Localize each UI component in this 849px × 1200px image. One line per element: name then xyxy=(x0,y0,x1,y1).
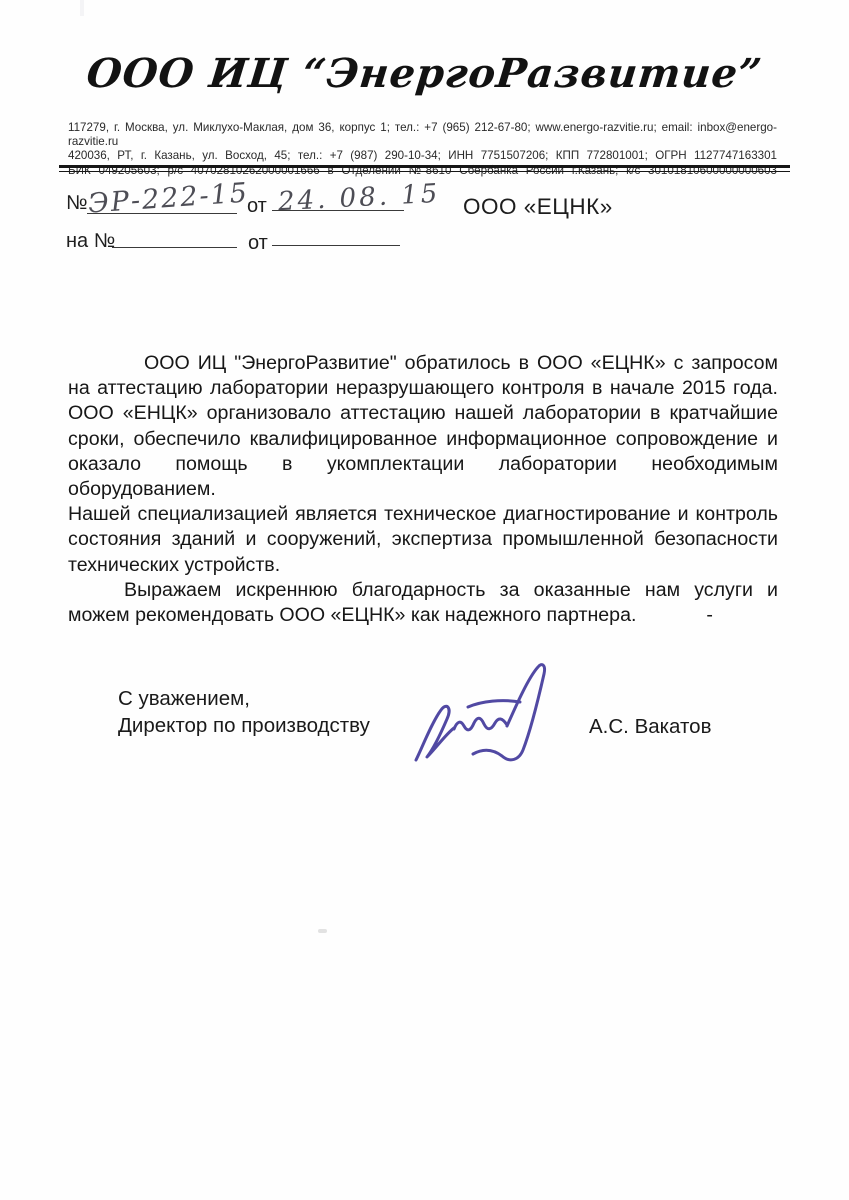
ref-number-underline xyxy=(87,213,237,214)
reply-date-label: от xyxy=(248,232,268,254)
salutation-line: С уважением, xyxy=(118,687,250,710)
body-paragraph-2-text: Нашей специализацией является техническое диагностирование и контроль состояния зданий и сооружений, экспертиза промышленной безопасности технических устройств. xyxy=(68,503,778,576)
closing-dash: - xyxy=(706,604,713,627)
contact-line-bank: БИК 049205603; р/с 40702810262000001666 в Отделении №8610 Сбербанка России г.Казань; к/с 30101810600000000603 xyxy=(68,163,777,177)
scan-speck-artifact xyxy=(318,929,327,933)
ref-number-label: № xyxy=(66,192,88,214)
reply-number-label: на № xyxy=(66,230,116,252)
letterhead-divider-rule xyxy=(59,165,790,172)
body-paragraph-1 xyxy=(68,351,778,502)
contact-line-moscow: 117279, г. Москва, ул. Миклухо-Маклая, дом 36, корпус 1; тел.: +7 (965) 212-67-80; www.energo-razvitie.ru; email: inbox@energo-razvitie.ru xyxy=(68,121,777,149)
ref-number-handwritten: ЭР-222-15 xyxy=(87,177,250,220)
scan-edge-artifact xyxy=(80,0,84,16)
body-paragraph-1-text: ООО ИЦ "ЭнергоРазвитие" обратилось в ООО «ЕЦНК» с запросом на аттестацию лаборатории неразрушающего контроля в начале 2015 года. ООО «ЕНЦК» организовало аттестацию нашей лаборатории в кратчайшие сроки, обеспечило квалифицированное информационное сопровождение и оказало помощь в укомплектации лаборатории необходимым оборудованием. xyxy=(68,352,778,501)
signature-salutation-block xyxy=(118,685,370,739)
signer-title: Директор по производству xyxy=(118,714,370,737)
contact-line-kazan: 420036, РТ, г. Казань, ул. Восход, 45; тел.: +7 (987) 290-10-34; ИНН 7751507206; КПП 772801001; ОГРН 1127747163301 xyxy=(68,149,777,163)
ref-date-handwritten: 24. 08. 15 xyxy=(277,178,441,218)
body-paragraph-3-text: Выражаем искреннюю благодарность за оказанные нам услуги и можем рекомендовать ООО «ЕЦНК» как надежного партнера. xyxy=(68,578,778,627)
recipient-name: ООО «ЕЦНК» xyxy=(463,194,613,219)
reply-number-underline xyxy=(112,247,237,248)
ref-date-label: от xyxy=(247,195,267,217)
letter-body xyxy=(68,351,778,628)
signer-name: А.С. Вакатов xyxy=(589,715,712,738)
body-paragraph-3 xyxy=(68,578,778,628)
reply-date-underline xyxy=(272,245,400,246)
ref-date-underline xyxy=(272,210,404,211)
handwritten-signature-icon xyxy=(408,660,573,770)
company-logo: ООО ИЦ “ЭнергоРазвитие” xyxy=(84,50,765,97)
body-paragraph-2 xyxy=(68,502,778,578)
